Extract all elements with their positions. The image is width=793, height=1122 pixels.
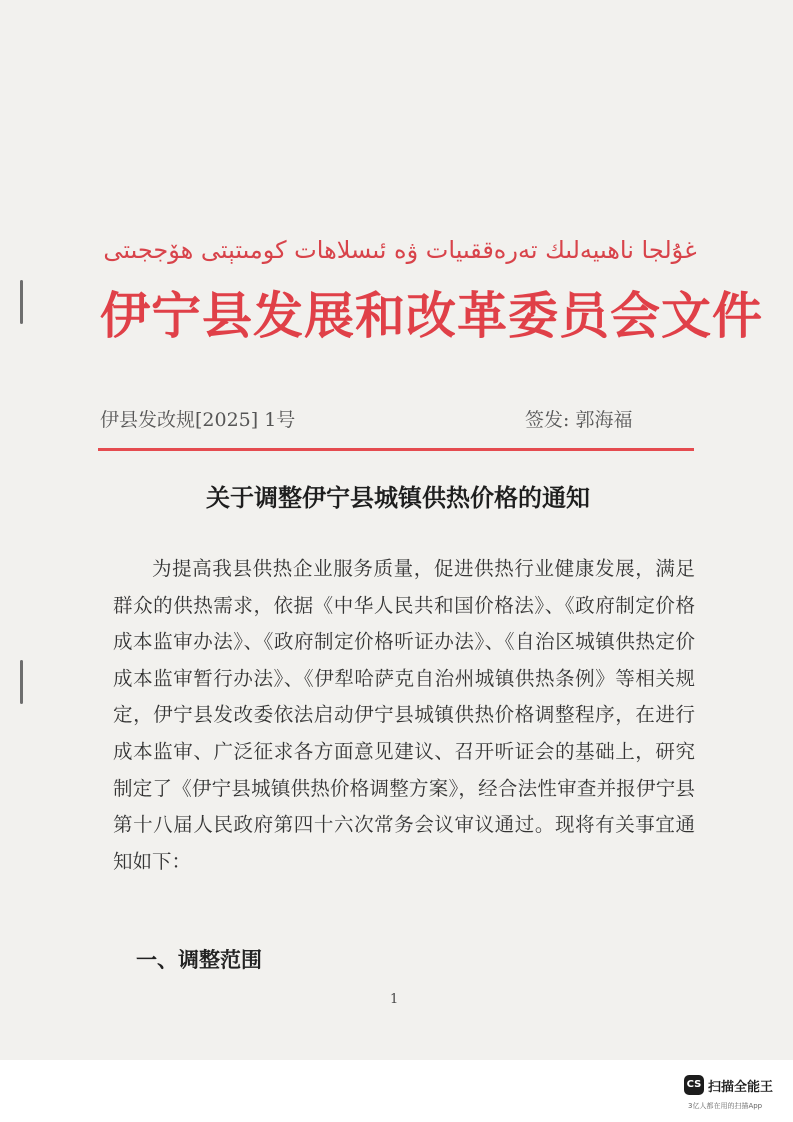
- signer: 签发: 郭海福: [525, 409, 633, 431]
- watermark-tagline: 3亿人都在用的扫描App: [688, 1102, 763, 1110]
- header-uyghur-title: غۇلجا ناھىيەلىك تەرەققىيات ۋە ئىسلاھات كومىتېتى ھۆججىتى: [103, 236, 697, 264]
- page-number: 1: [390, 992, 399, 1007]
- notice-body-paragraph: 为提高我县供热企业服务质量，促进供热行业健康发展，满足群众的供热需求，依据《中华人民共和国价格法》、《政府制定价格成本监审办法》、《政府制定价格听证办法》、《自治区城镇供热定价成本监审暂行办法》、《伊犁哈萨克自治州城镇供热条例》等相关规定，伊宁县发改委依法启动伊宁县城镇供热价格调整程序，在进行成本监审、广泛征求各方面意见建议、召开听证会的基础上，研究制定了《伊宁县城镇供热价格调整方案》，经合法性审查并报伊宁县第十八届人民政府第四十六次常务会议审议通过。现将有关事宜通知如下：: [113, 557, 695, 873]
- document-number: 伊县发改规[2025] 1号: [100, 409, 296, 431]
- red-divider-rule: [98, 448, 694, 451]
- section-heading-adjustment-scope: 一、调整范围: [136, 948, 262, 972]
- binding-mark-top: [20, 280, 23, 324]
- camscanner-logo-icon: CS: [684, 1075, 704, 1095]
- camscanner-watermark: [684, 1075, 784, 1115]
- header-chinese-title: 伊宁县发展和改革委员会文件: [100, 286, 763, 345]
- watermark-app-name: 扫描全能王: [708, 1080, 774, 1095]
- binding-mark-bottom: [20, 660, 23, 704]
- notice-title: 关于调整伊宁县城镇供热价格的通知: [206, 483, 590, 512]
